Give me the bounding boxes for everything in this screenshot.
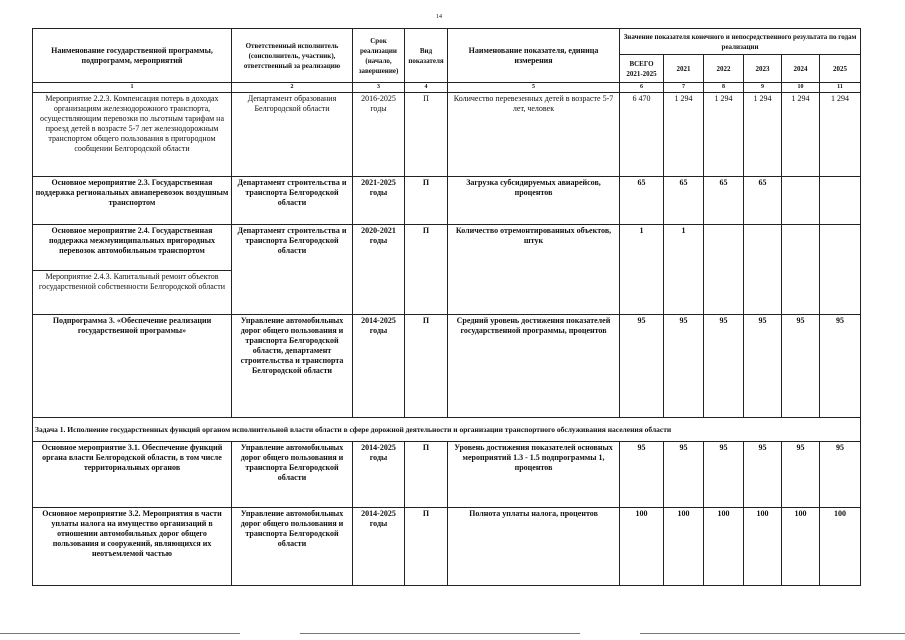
scan-edge-line (300, 633, 580, 634)
scan-edge-line (640, 633, 905, 634)
row-value: 1 294 (782, 93, 820, 177)
row-value (820, 177, 861, 225)
row-executor: Департамент строительства и транспорта Белгородской области (232, 225, 353, 315)
row-value: 100 (782, 508, 820, 586)
header-year: 2023 (744, 55, 782, 83)
row-value (704, 225, 744, 315)
table-row (33, 418, 861, 442)
table-row (33, 225, 861, 271)
header-total: ВСЕГО 2021-2025 (620, 55, 664, 83)
row-term: 2014-2025 годы (353, 442, 405, 508)
row-value (820, 225, 861, 315)
row-value-total: 65 (620, 177, 664, 225)
header-year: 2024 (782, 55, 820, 83)
row-value: 95 (782, 442, 820, 508)
row-term: 2020-2021 годы (353, 225, 405, 315)
row-value: 1 294 (664, 93, 704, 177)
header-term: Срок реализации (начало, завершение) (353, 29, 405, 83)
row-value: 65 (664, 177, 704, 225)
row-executor: Управление автомобильных дорог общего пользования и транспорта Белгородской области, департамент строительства и транспорта Белгородской области (232, 315, 353, 418)
row-name: Мероприятие 2.4.3. Капитальный ремонт объектов государственной собственности Белгородской области (33, 271, 232, 315)
row-term: 2014-2025 годы (353, 315, 405, 418)
row-value: 65 (744, 177, 782, 225)
row-executor: Департамент образования Белгородской области (232, 93, 353, 177)
row-type: П (405, 93, 448, 177)
row-value: 100 (664, 508, 704, 586)
row-name: Мероприятие 2.2.3. Компенсация потерь в доходах организациям железнодорожного транспорта, осуществляющим перевозки по льготным тарифам на проезд детей в возрасте 5-7 лет железнодорожным транспортом общего пользования в пригородном сообщении Белгородской области (33, 93, 232, 177)
row-value (782, 177, 820, 225)
row-value: 95 (744, 442, 782, 508)
row-name: Основное мероприятие 2.3. Государственная поддержка региональных авиаперевозок воздушным транспортом (33, 177, 232, 225)
header-executor: Ответственный исполнитель (соисполнитель, участник), ответственный за реализацию (232, 29, 353, 83)
header-year: 2025 (820, 55, 861, 83)
col-number: 2 (232, 83, 353, 93)
row-type: П (405, 442, 448, 508)
row-value: 1 294 (704, 93, 744, 177)
col-number: 6 (620, 83, 664, 93)
row-indicator: Полнота уплаты налога, процентов (448, 508, 620, 586)
row-indicator: Уровень достижения показателей основных мероприятий 1.3 - 1.5 подпрограммы 1, процентов (448, 442, 620, 508)
scan-edge-line (0, 633, 240, 634)
row-value: 95 (820, 315, 861, 418)
row-value: 95 (704, 442, 744, 508)
table-row (33, 177, 861, 225)
row-term: 2021-2025 годы (353, 177, 405, 225)
row-name: Основное мероприятие 3.1. Обеспечение функций органа власти Белгородской области, в том числе территориальных органов (33, 442, 232, 508)
table-row (33, 93, 861, 177)
row-value: 95 (664, 442, 704, 508)
row-value: 95 (664, 315, 704, 418)
col-number: 3 (353, 83, 405, 93)
col-number: 4 (405, 83, 448, 93)
header-name: Наименование государственной программы, подпрограмм, мероприятий (33, 29, 232, 83)
row-term: 2016-2025 годы (353, 93, 405, 177)
header-values: Значение показателя конечного и непосредственного результата по годам реализации (620, 29, 861, 55)
row-name: Подпрограмма 3. «Обеспечение реализации государственной программы» (33, 315, 232, 418)
row-type: П (405, 177, 448, 225)
row-executor: Управление автомобильных дорог общего пользования и транспорта Белгородской области (232, 508, 353, 586)
row-value-total: 6 470 (620, 93, 664, 177)
row-value (744, 225, 782, 315)
header-indicator: Наименование показателя, единица измерения (448, 29, 620, 83)
row-value: 100 (744, 508, 782, 586)
program-indicators-table (32, 28, 861, 586)
table-row (33, 442, 861, 508)
col-number: 10 (782, 83, 820, 93)
page-number: 14 (436, 14, 442, 20)
table-row (33, 508, 861, 586)
header-type: Вид показателя (405, 29, 448, 83)
row-value: 1 294 (744, 93, 782, 177)
col-number: 1 (33, 83, 232, 93)
row-name: Основное мероприятие 3.2. Мероприятия в части уплаты налога на имущество организаций в отношении автомобильных дорог общего пользования и сооружений, являющихся их неотъемлемой частью (33, 508, 232, 586)
col-number: 11 (820, 83, 861, 93)
row-value: 95 (704, 315, 744, 418)
row-value: 1 294 (820, 93, 861, 177)
row-type: П (405, 225, 448, 315)
col-number: 9 (744, 83, 782, 93)
col-number: 5 (448, 83, 620, 93)
row-executor: Управление автомобильных дорог общего пользования и транспорта Белгородской области (232, 442, 353, 508)
row-value-total: 95 (620, 442, 664, 508)
row-value: 95 (744, 315, 782, 418)
header-year: 2021 (664, 55, 704, 83)
row-value: 65 (704, 177, 744, 225)
row-value: 100 (820, 508, 861, 586)
row-value: 100 (704, 508, 744, 586)
row-name: Основное мероприятие 2.4. Государственная поддержка межмуниципальных пригородных перевозок автомобильным транспортом (33, 225, 232, 271)
row-value-total: 95 (620, 315, 664, 418)
row-indicator: Загрузка субсидируемых авиарейсов, процентов (448, 177, 620, 225)
row-type: П (405, 315, 448, 418)
table-row (33, 315, 861, 418)
row-executor: Департамент строительства и транспорта Белгородской области (232, 177, 353, 225)
row-indicator: Количество отремонтированных объектов, штук (448, 225, 620, 315)
task-heading: Задача 1. Исполнение государственных функций органом исполнительной власти области в сфере дорожной деятельности и организации транспортного обслуживания населения области (33, 418, 861, 442)
row-value-total: 1 (620, 225, 664, 315)
row-type: П (405, 508, 448, 586)
row-value (782, 225, 820, 315)
row-value: 1 (664, 225, 704, 315)
row-indicator: Средний уровень достижения показателей государственной программы, процентов (448, 315, 620, 418)
col-number: 7 (664, 83, 704, 93)
row-term: 2014-2025 годы (353, 508, 405, 586)
row-value: 95 (782, 315, 820, 418)
row-value-total: 100 (620, 508, 664, 586)
col-number: 8 (704, 83, 744, 93)
row-value: 95 (820, 442, 861, 508)
row-indicator: Количество перевезенных детей в возрасте 5-7 лет, человек (448, 93, 620, 177)
header-year: 2022 (704, 55, 744, 83)
